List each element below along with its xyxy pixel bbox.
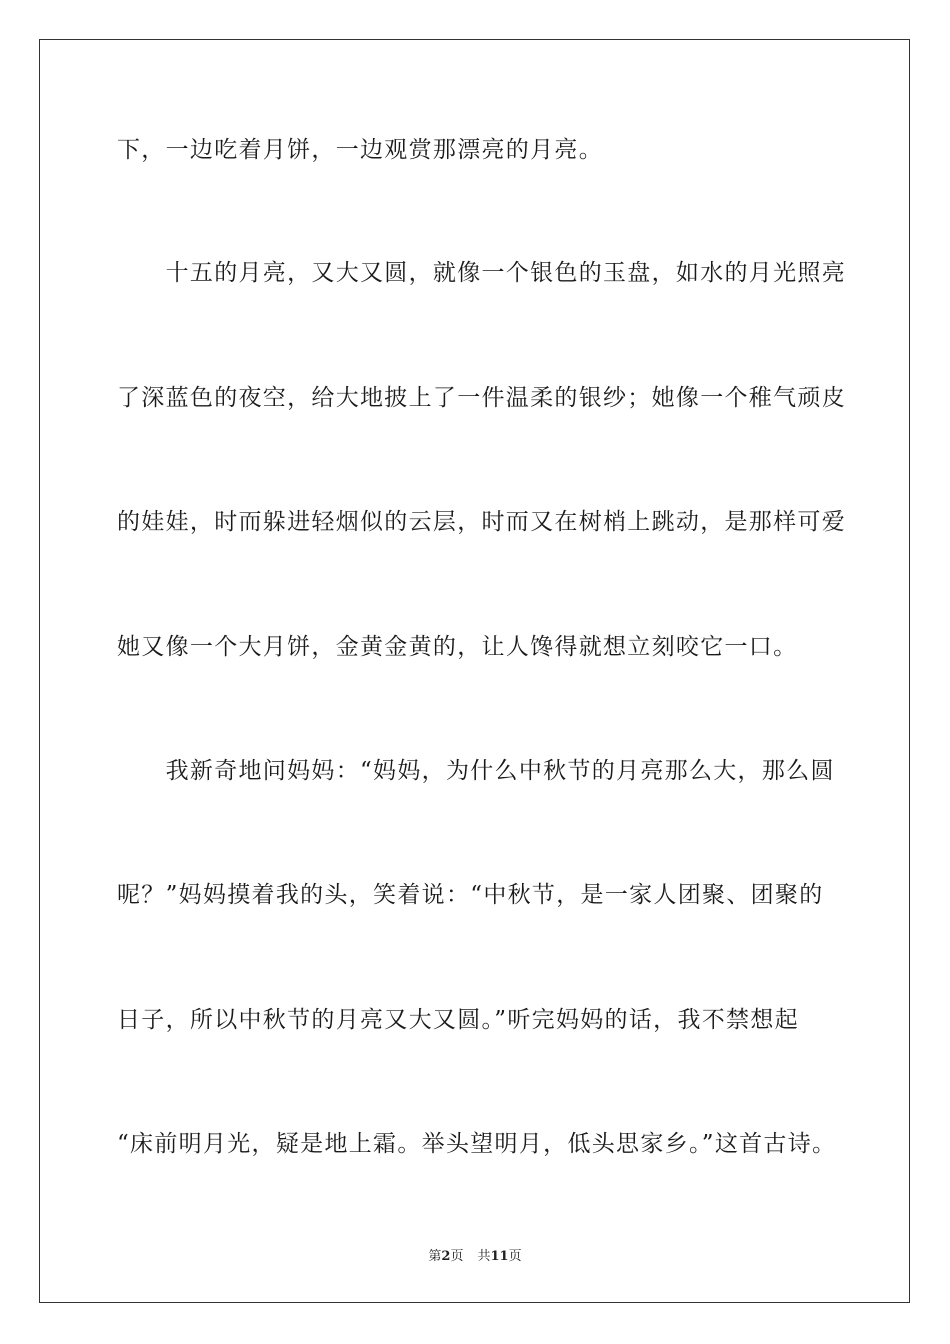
footer-page-number: 2 <box>441 1249 451 1264</box>
footer-page-suffix: 页 <box>450 1249 464 1264</box>
text-line: 十五的月亮，又大又圆，就像一个银色的玉盘，如水的月光照亮 <box>117 260 846 286</box>
footer-total-number: 11 <box>490 1249 509 1264</box>
footer-page-prefix: 第 <box>428 1249 442 1264</box>
footer-total-prefix: 共 <box>477 1249 491 1264</box>
text-line: 的娃娃，时而躲进轻烟似的云层，时而又在树梢上跳动，是那样可爱 <box>117 509 846 535</box>
page-footer <box>0 1248 950 1266</box>
page-border <box>39 39 910 1303</box>
text-line: 她又像一个大月饼，金黄金黄的，让人馋得就想立刻咬它一口。 <box>117 634 798 660</box>
text-line: 我新奇地问妈妈：“妈妈，为什么中秋节的月亮那么大，那么圆 <box>117 758 835 784</box>
text-line: 下，一边吃着月饼，一边观赏那漂亮的月亮。 <box>117 137 603 163</box>
text-line: 呢？”妈妈摸着我的头，笑着说：“中秋节，是一家人团聚、团聚的 <box>117 882 824 908</box>
text-line: “床前明月光，疑是地上霜。举头望明月，低头思家乡。”这首古诗。 <box>117 1131 837 1157</box>
text-line: 了深蓝色的夜空，给大地披上了一件温柔的银纱；她像一个稚气顽皮 <box>117 385 846 411</box>
footer-total-suffix: 页 <box>508 1249 522 1264</box>
text-line: 日子，所以中秋节的月亮又大又圆。”听完妈妈的话，我不禁想起 <box>117 1007 799 1033</box>
